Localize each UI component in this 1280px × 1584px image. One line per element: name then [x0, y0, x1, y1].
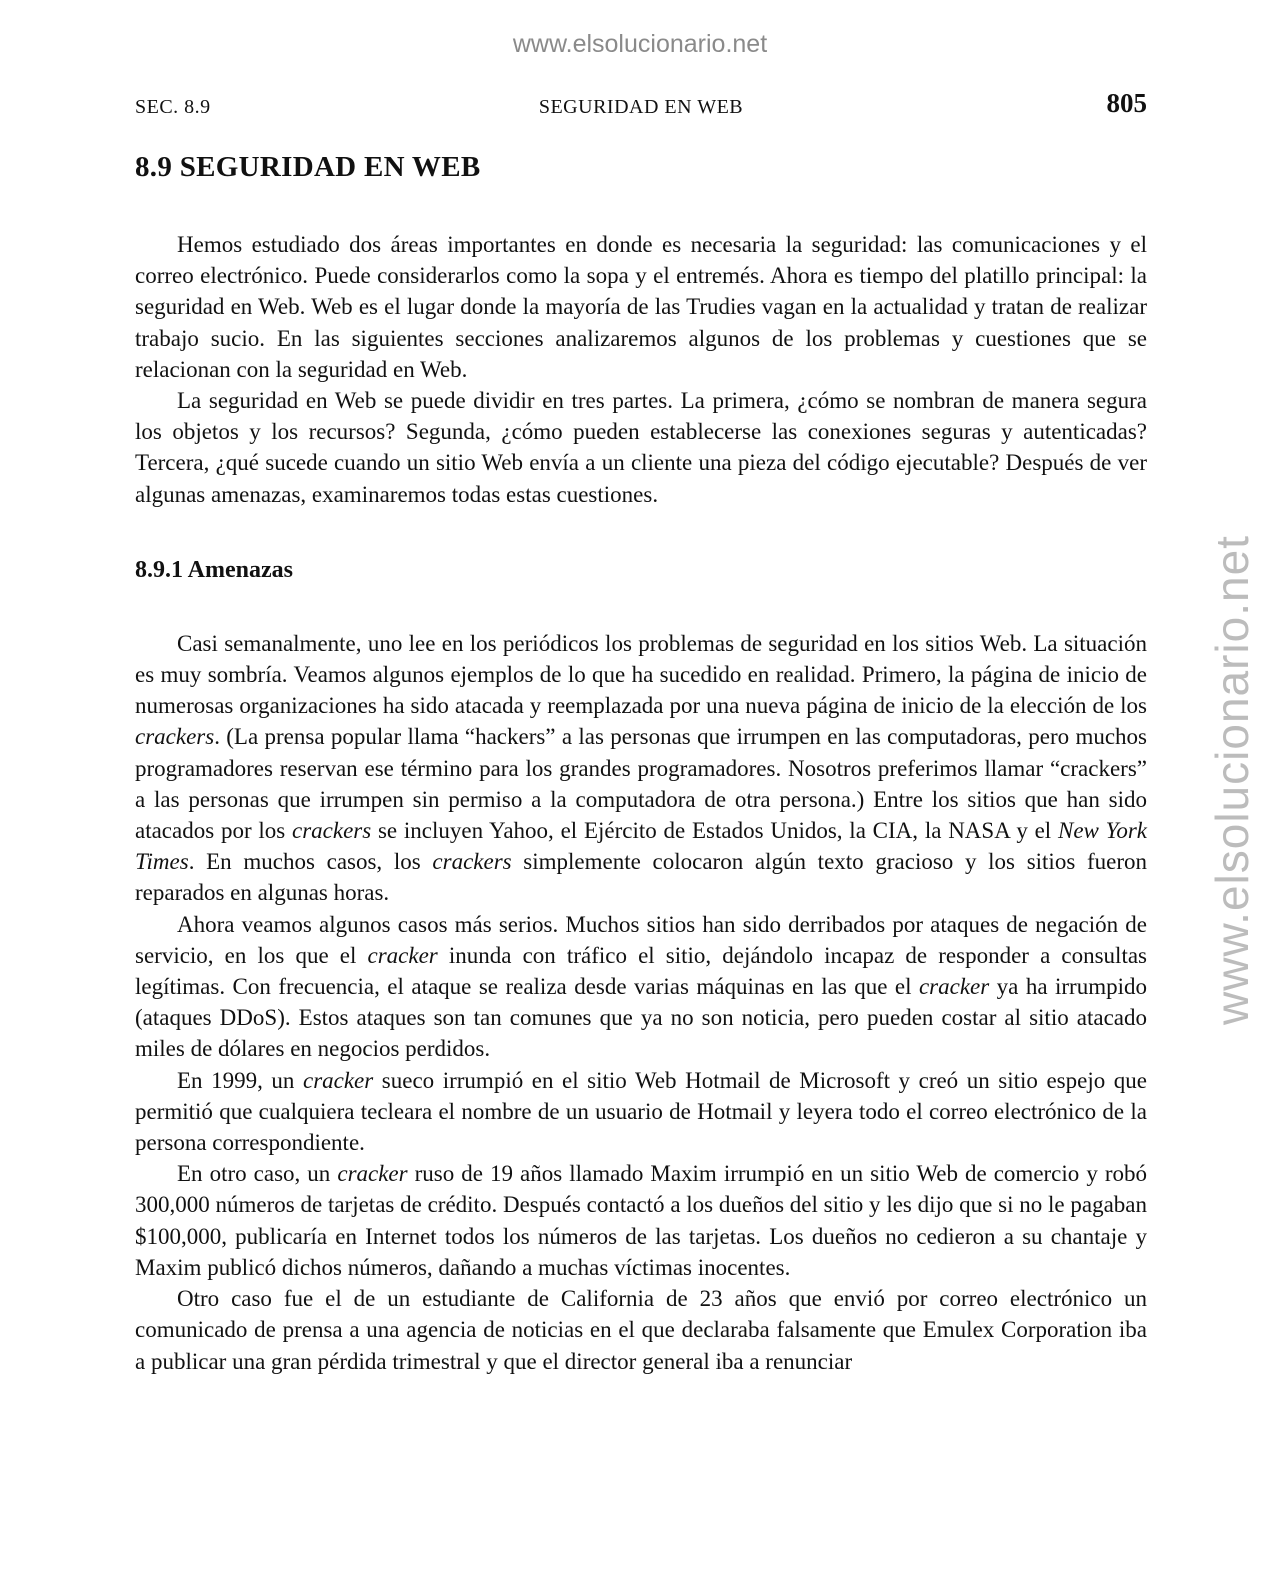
- italic-term: New York Times: [135, 818, 1147, 875]
- subsection-title: 8.9.1 Amenazas: [135, 556, 293, 583]
- threats-paragraph-2: [135, 909, 1147, 1065]
- threats-paragraph-5: Otro caso fue el de un estudiante de California de 23 años que envió por correo electrónico un comunicado de prensa a una agencia de noticias en el que declaraba falsamente que Emulex Corporation iba a publicar una gran pérdida trimestral y que el director general iba a renunciar: [135, 1286, 1147, 1374]
- text-run: Casi semanalmente, uno lee en los periódicos los problemas de seguridad en los sitios Web. La situación es muy sombría. Veamos algunos ejemplos de lo que ha sucedido en realidad. Primero, la página de inicio de numerosas organizaciones ha sido atacada y reemplazada por una nueva página de inicio de la elección de los: [135, 630, 1147, 719]
- running-head: [135, 88, 1147, 124]
- threats-paragraph-1: [135, 628, 1147, 909]
- text-run: sueco irrumpió en el sitio Web Hotmail de Microsoft y creó un sitio espejo que permitió que cualquiera tecleara el nombre de un usuario de Hotmail y leyera todo el correo electrónico de la persona correspondiente.: [135, 1067, 1147, 1156]
- text-run: En otro caso, un: [177, 1161, 338, 1187]
- watermark-side: www.elsolucionario.net: [1206, 535, 1258, 1025]
- intro-paragraph-2: La seguridad en Web se puede dividir en tres partes. La primera, ¿cómo se nombran de manera segura los objetos y los recursos? Segunda, ¿cómo pueden establecerse las conexiones seguras y autenticadas? Tercera, ¿qué sucede cuando un sitio Web envía a un cliente una pieza del código ejecutable? Después de ver algunas amenazas, examinaremos todas estas cuestiones.: [135, 388, 1147, 507]
- text-run: Ahora veamos algunos casos más serios. Muchos sitios han sido derribados por ataques de negación de servicio, en los que el: [135, 911, 1147, 968]
- threats-paragraph-3: [135, 1065, 1147, 1159]
- text-run: simplemente colocaron algún texto gracioso y los sitios fueron reparados en algunas horas.: [135, 849, 1147, 906]
- italic-term: crackers: [135, 724, 215, 750]
- italic-term: cracker: [918, 974, 990, 1000]
- text-run: inunda con tráfico el sitio, dejándolo incapaz de responder a consultas legítimas. Con frecuencia, el ataque se realiza desde varias máquinas en las que el: [135, 942, 1147, 1000]
- running-head-title: SEGURIDAD EN WEB: [538, 96, 744, 118]
- text-run: se incluyen Yahoo, el Ejército de Estados Unidos, la CIA, la NASA y el: [371, 818, 1058, 844]
- section-title: 8.9 SEGURIDAD EN WEB: [135, 151, 481, 183]
- italic-term: cracker: [337, 1161, 408, 1187]
- text-run: . (La prensa popular llama “hackers” a las personas que irrumpen en las computadoras, pero muchos programadores reservan ese término para los grandes programadores. Nosotros preferimos llamar “crackers” a las personas que irrumpen sin permiso a la computadora de otra persona.) Entre los sitios que han sido atacados por los: [135, 724, 1147, 844]
- threats-paragraph-4: [135, 1158, 1147, 1283]
- italic-term: cracker: [302, 1067, 374, 1093]
- italic-term: crackers: [432, 849, 512, 875]
- text-run: . En muchos casos, los: [188, 849, 433, 875]
- page-body: [135, 148, 1147, 1377]
- intro-paragraph-1: Hemos estudiado dos áreas importantes en donde es necesaria la seguridad: las comunicaciones y el correo electrónico. Puede considerarlos como la sopa y el entremés. Ahora es tiempo del platillo principal: la seguridad en Web. Web es el lugar donde la mayoría de las Trudies vagan en la actualidad y tratan de realizar trabajo sucio. En las siguientes secciones analizaremos algunos de los problemas y cuestiones que se relacionan con la seguridad en Web.: [135, 232, 1147, 382]
- text-run: ruso de 19 años llamado Maxim irrumpió en un sitio Web de comercio y robó 300,000 números de tarjetas de crédito. Después contactó a los dueños del sitio y les dijo que si no le pagaban $100,000, publicaría en Internet todos los números de las tarjetas. Los dueños no cedieron a su chantaje y Maxim publicó dichos números, dañando a muchas víctimas inocentes.: [135, 1161, 1148, 1280]
- italic-term: cracker: [367, 942, 438, 968]
- italic-term: crackers: [292, 818, 372, 844]
- text-run: En 1999, un: [177, 1067, 303, 1093]
- page-number: 805: [1106, 88, 1147, 118]
- running-head-section: SEC. 8.9: [135, 96, 211, 118]
- text-run: ya ha irrumpido (ataques DDoS). Estos ataques son tan comunes que ya no son noticia, pero pueden costar al sitio atacado miles de dólares en negocios perdidos.: [135, 974, 1147, 1062]
- watermark-top: www.elsolucionario.net: [512, 30, 768, 58]
